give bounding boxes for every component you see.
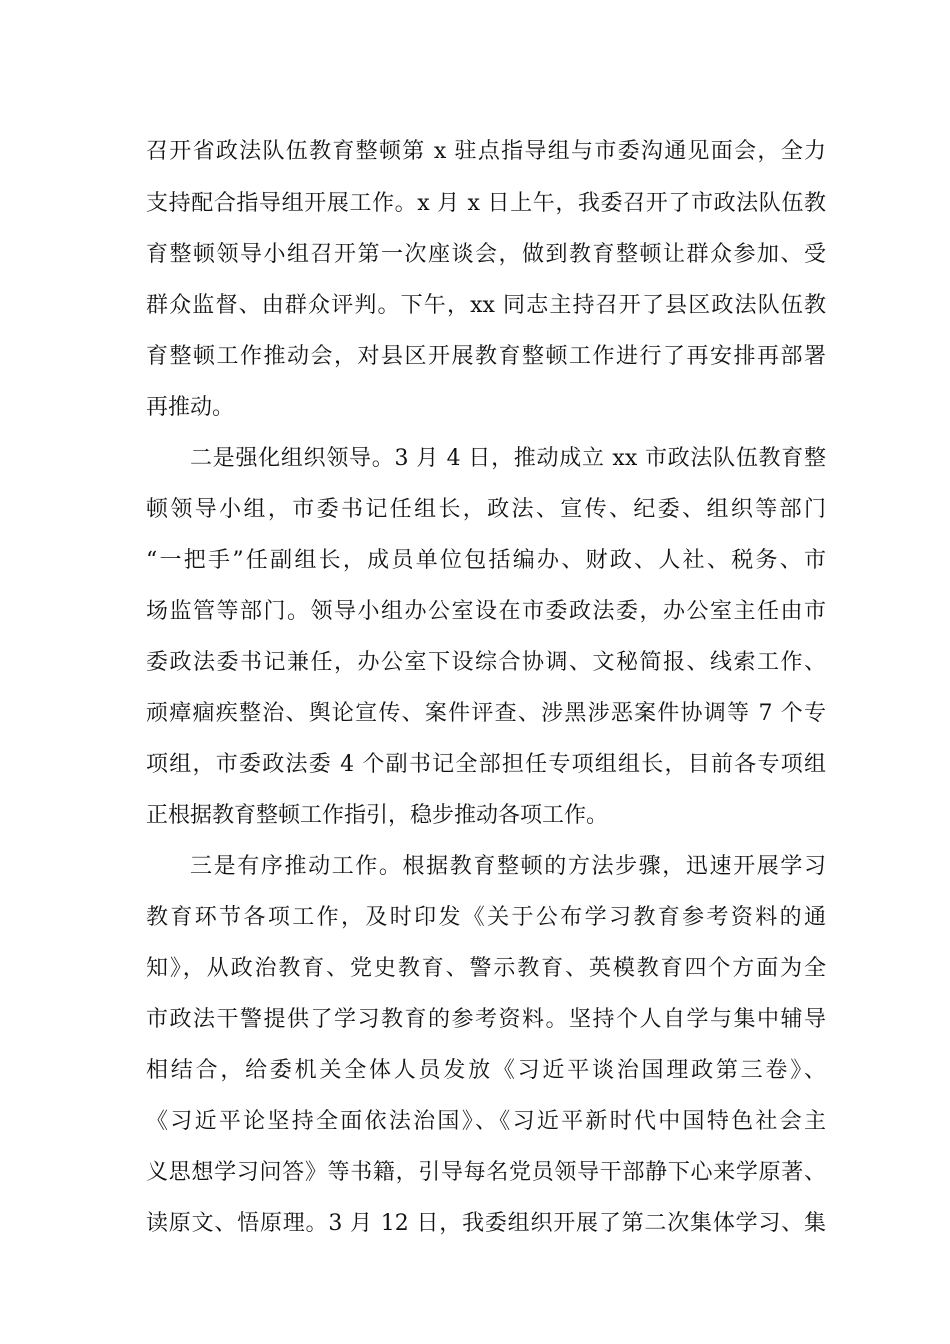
paragraph-line: 《习近平论坚持全面依法治国》、《习近平新时代中国特色社会主 xyxy=(146,1109,826,1134)
paragraph-line: 读原文、悟原理。3 月 12 日，我委组织开展了第二次集体学习、集 xyxy=(146,1211,826,1236)
paragraph-line: 再推动。 xyxy=(146,395,235,420)
paragraph-line: 三是有序推动工作。根据教育整顿的方法步骤，迅速开展学习 xyxy=(190,854,826,879)
paragraph-line: 项组，市委政法委 4 个副书记全部担任专项组组长，目前各专项组 xyxy=(146,752,826,777)
paragraph-line: 召开省政法队伍教育整顿第 x 驻点指导组与市委沟通见面会，全力 xyxy=(146,139,826,164)
paragraph-line: 群众监督、由群众评判。下午，xx 同志主持召开了县区政法队伍教 xyxy=(146,293,826,318)
paragraph-line: 教育环节各项工作，及时印发《关于公布学习教育参考资料的通 xyxy=(146,905,826,930)
paragraph-line: 正根据教育整顿工作指引，稳步推动各项工作。 xyxy=(146,803,609,828)
paragraph-line: 支持配合指导组开展工作。x 月 x 日上午，我委召开了市政法队伍教 xyxy=(146,191,826,216)
paragraph-line: 顿领导小组，市委书记任组长，政法、宣传、纪委、组织等部门 xyxy=(146,497,826,522)
paragraph-line: 知》，从政治教育、党史教育、警示教育、英模教育四个方面为全 xyxy=(146,956,826,981)
paragraph-line: 委政法委书记兼任，办公室下设综合协调、文秘简报、线索工作、 xyxy=(146,650,826,675)
paragraph-line: “一把手”任副组长，成员单位包括编办、财政、人社、税务、市 xyxy=(146,548,826,573)
paragraph-line: 市政法干警提供了学习教育的参考资料。坚持个人自学与集中辅导 xyxy=(146,1007,826,1032)
paragraph-line: 场监管等部门。领导小组办公室设在市委政法委，办公室主任由市 xyxy=(146,599,826,624)
paragraph-line: 育整顿工作推动会，对县区开展教育整顿工作进行了再安排再部署 xyxy=(146,344,826,369)
paragraph-line: 顽瘴痼疾整治、舆论宣传、案件评查、涉黑涉恶案件协调等 7 个专 xyxy=(146,701,826,726)
paragraph-line: 二是强化组织领导。3 月 4 日，推动成立 xx 市政法队伍教育整 xyxy=(190,446,826,471)
paragraph-line: 育整顿领导小组召开第一次座谈会，做到教育整顿让群众参加、受 xyxy=(146,242,826,267)
paragraph-line: 义思想学习问答》等书籍，引导每名党员领导干部静下心来学原著、 xyxy=(146,1160,826,1185)
paragraph-line: 相结合，给委机关全体人员发放《习近平谈治国理政第三卷》、 xyxy=(146,1058,826,1083)
